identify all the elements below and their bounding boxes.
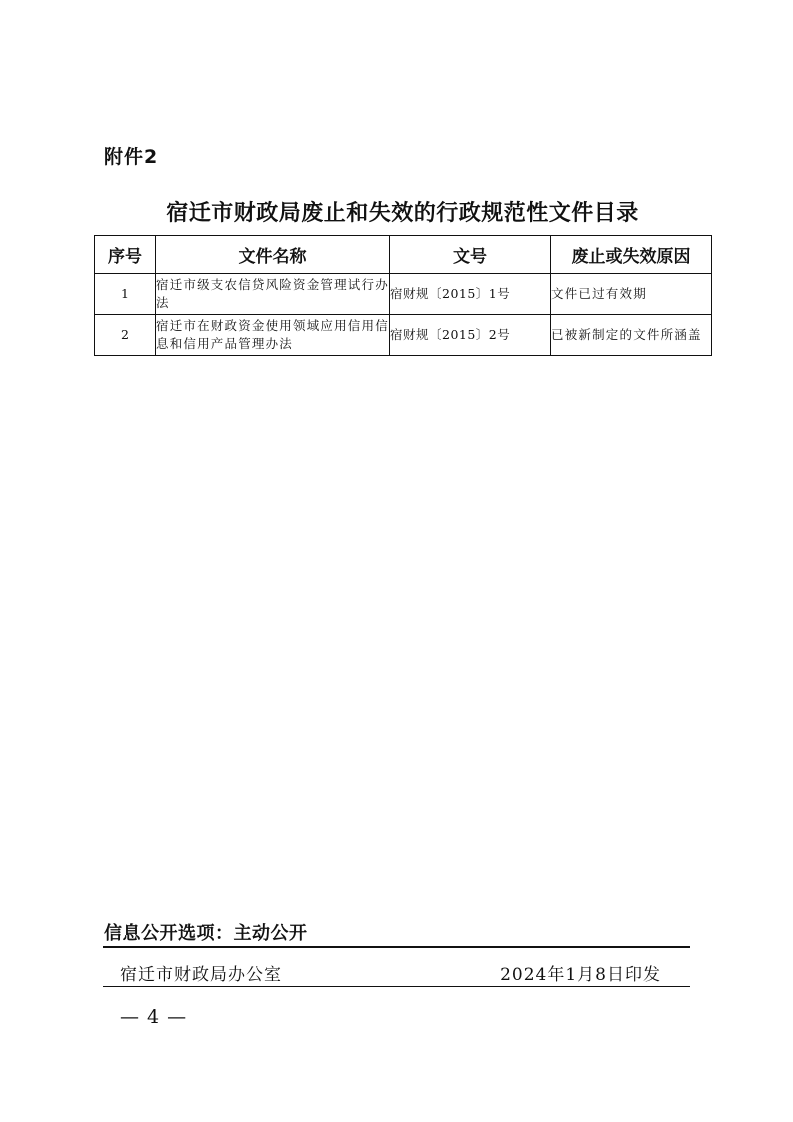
document-title: 宿迁市财政局废止和失效的行政规范性文件目录 [166,200,639,226]
row-reason: 文件已过有效期 [551,274,712,315]
row-index: 2 [95,315,156,356]
header-index: 序号 [95,236,156,274]
issuer-name: 宿迁市财政局办公室 [120,965,282,985]
row-doc-number: 宿财规〔2015〕1号 [390,274,551,315]
row-file-name: 宿迁市在财政资金使用领域应用信用信息和信用产品管理办法 [156,315,390,356]
header-file-name: 文件名称 [156,236,390,274]
disclosure-option: 信息公开选项：主动公开 [104,923,308,944]
page-number: — 4 — [120,1006,188,1028]
footer-divider-top [103,946,690,948]
row-file-name: 宿迁市级支农信贷风险资金管理试行办法 [156,274,390,315]
table-row [95,315,712,356]
table-row [95,274,712,315]
attachment-label: 附件2 [104,146,159,168]
row-reason: 已被新制定的文件所涵盖 [551,315,712,356]
issue-date: 2024年1月8日印发 [500,965,661,985]
header-doc-number: 文号 [390,236,551,274]
footer-divider-bottom [103,986,690,987]
header-reason: 废止或失效原因 [551,236,712,274]
row-index: 1 [95,274,156,315]
document-catalog-table [94,235,712,356]
row-doc-number: 宿财规〔2015〕2号 [390,315,551,356]
table-header-row [95,236,712,274]
